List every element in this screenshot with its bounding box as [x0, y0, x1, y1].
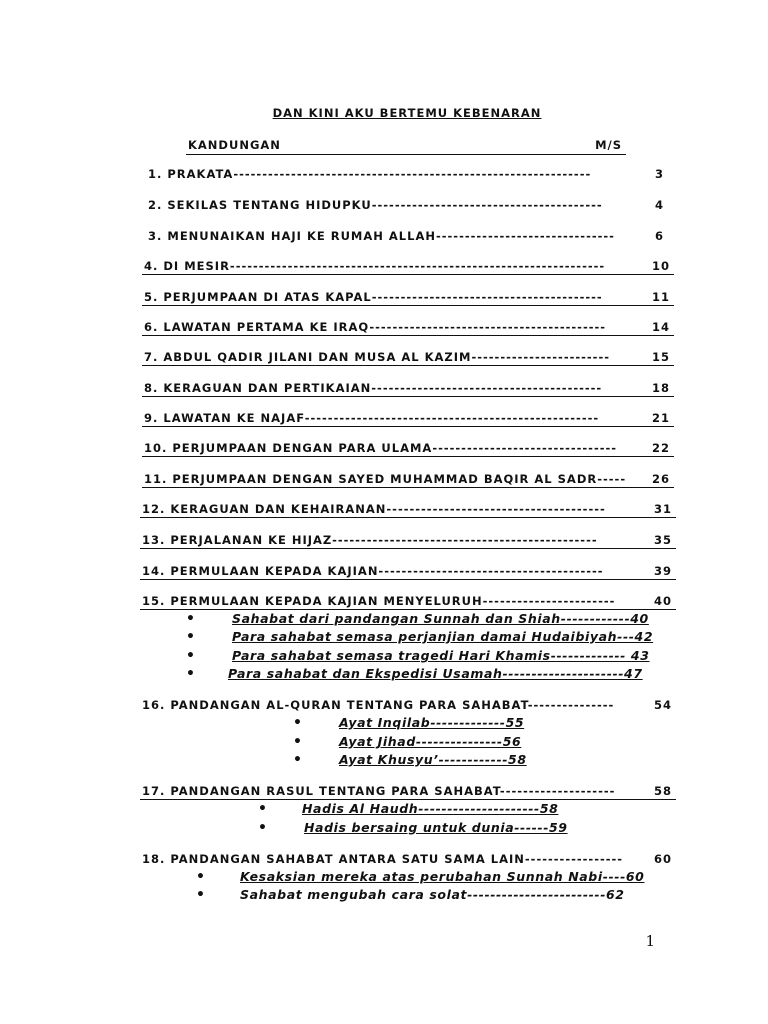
toc-entry	[146, 229, 668, 245]
toc-subentry-text: Ayat Khusyu’------------58	[339, 752, 527, 767]
toc-subentry-text: Para sahabat dan Ekspedisi Usamah---------------------47	[228, 666, 643, 681]
toc-entry-page: 40	[653, 594, 672, 608]
bullet-icon: •	[293, 715, 303, 731]
toc-entry-label: 18. PANDANGAN SAHABAT ANTARA SATU SAMA LAIN-----------------	[142, 852, 624, 866]
toc-entry-page: 58	[653, 784, 672, 798]
toc-entry	[146, 198, 668, 214]
toc-entry-underline	[142, 396, 674, 397]
toc-entry-underline	[142, 487, 674, 488]
toc-subentry	[186, 611, 649, 627]
toc-subentry	[258, 801, 578, 817]
toc-entry-page: 39	[653, 564, 672, 578]
toc-entry-page: 26	[651, 472, 670, 486]
toc-entry	[142, 441, 674, 457]
bullet-icon: •	[196, 869, 206, 885]
toc-entry-page: 10	[651, 259, 670, 273]
toc-entry-label: 4. DI MESIR-----------------------------------------------------------------	[144, 259, 606, 273]
toc-entry-label: 16. PANDANGAN AL-QURAN TENTANG PARA SAHABAT---------------	[142, 698, 615, 712]
toc-entry	[142, 381, 674, 397]
toc-subentry-text: Para sahabat semasa perjanjian damai Hudaibiyah---42	[232, 629, 654, 644]
toc-subentry-text: Sahabat dari pandangan Sunnah dan Shiah------------40	[232, 611, 649, 626]
toc-entry-label: 17. PANDANGAN RASUL TENTANG PARA SAHABAT--------------------	[142, 784, 616, 798]
toc-entry-label: 11. PERJUMPAAN DENGAN SAYED MUHAMMAD BAQIR AL SADR-----	[144, 472, 627, 486]
toc-subentry-text: Hadis bersaing untuk dunia------59	[304, 820, 568, 835]
toc-entry	[142, 350, 674, 366]
toc-entry-page: 22	[651, 441, 670, 455]
toc-entry-label: 7. ABDUL QADIR JILANI DAN MUSA AL KAZIM------------------------	[144, 350, 611, 364]
toc-subentry	[196, 887, 636, 903]
toc-entry	[142, 290, 674, 306]
toc-entry-label: 3. MENUNAIKAN HAJI KE RUMAH ALLAH-------------------------------	[148, 229, 615, 243]
toc-entry-page: 31	[653, 502, 672, 516]
toc-subentry-text: Ayat Jihad---------------56	[339, 734, 522, 749]
toc-entry-label: 14. PERMULAAN KEPADA KAJIAN---------------------------------------	[142, 564, 604, 578]
bullet-icon: •	[186, 611, 196, 627]
bullet-icon: •	[186, 629, 196, 645]
bullet-icon: •	[196, 887, 206, 903]
toc-entry	[140, 784, 676, 800]
toc-entry-label: 13. PERJALANAN KE HIJAZ----------------------------------------------	[142, 533, 598, 547]
toc-entry-page: 15	[651, 350, 670, 364]
page-number: 1	[645, 932, 655, 950]
toc-entry-page: 21	[651, 411, 670, 425]
document-title: DAN KINI AKU BERTEMU KEBENARAN	[272, 106, 542, 120]
toc-entry-label: 15. PERMULAAN KEPADA KAJIAN MENYELURUH-----------------------	[142, 594, 616, 608]
toc-entry-page: 54	[653, 698, 672, 712]
toc-subentry-text: Para sahabat semasa tragedi Hari Khamis------------- 43	[232, 648, 650, 663]
toc-entry-label: 1. PRAKATA--------------------------------------------------------------	[148, 167, 592, 181]
toc-entry-label: 9. LAWATAN KE NAJAF---------------------------------------------------	[144, 411, 600, 425]
toc-entry-underline	[140, 609, 676, 610]
toc-entry-label: 6. LAWATAN PERTAMA KE IRAQ-----------------------------------------	[144, 320, 607, 334]
toc-entry	[146, 167, 668, 183]
toc-entry	[142, 320, 674, 336]
toc-entry-underline	[140, 517, 676, 518]
toc-entry	[140, 852, 676, 868]
bullet-icon: •	[186, 648, 196, 664]
toc-entry	[140, 564, 676, 580]
toc-entry	[142, 411, 674, 427]
toc-entry-underline	[142, 426, 674, 427]
bullet-icon: •	[293, 734, 303, 750]
toc-subentry	[186, 648, 650, 664]
bullet-icon: •	[186, 666, 196, 682]
toc-entry-label: 2. SEKILAS TENTANG HIDUPKU----------------------------------------	[148, 198, 603, 212]
toc-entry-page: 14	[651, 320, 670, 334]
toc-entry-page: 4	[654, 198, 664, 212]
toc-entry-page: 11	[651, 290, 670, 304]
toc-entry-underline	[142, 305, 674, 306]
toc-entry-label: 5. PERJUMPAAN DI ATAS KAPAL----------------------------------------	[144, 290, 603, 304]
toc-entry-page: 60	[653, 852, 672, 866]
toc-header-kandungan: KANDUNGAN	[188, 138, 281, 152]
toc-entry-page: 18	[651, 381, 670, 395]
toc-entry-label: 8. KERAGUAN DAN PERTIKAIAN----------------------------------------	[144, 381, 603, 395]
toc-entry-underline	[142, 335, 674, 336]
toc-entry	[140, 533, 676, 549]
toc-header-ms: M/S	[595, 138, 622, 152]
toc-entry	[142, 259, 674, 275]
toc-entry-underline	[142, 365, 674, 366]
toc-entry	[140, 502, 676, 518]
toc-entry-page: 3	[654, 167, 664, 181]
toc-subentry	[186, 629, 654, 645]
toc-subentry	[293, 715, 533, 731]
toc-subentry	[258, 820, 578, 836]
toc-subentry	[293, 734, 533, 750]
toc-entry-page: 6	[654, 229, 664, 243]
toc-entry-label: 10. PERJUMPAAN DENGAN PARA ULAMA--------------------------------	[144, 441, 618, 455]
toc-entry-underline	[140, 579, 676, 580]
toc-entry	[140, 698, 676, 714]
toc-subentry-text: Kesaksian mereka atas perubahan Sunnah Nabi----60	[240, 869, 645, 884]
toc-entry-underline	[142, 456, 674, 457]
toc-entry	[142, 472, 674, 488]
toc-entry-underline	[140, 799, 676, 800]
toc-header	[186, 138, 626, 155]
toc-entry-page: 35	[653, 533, 672, 547]
toc-subentry	[293, 752, 533, 768]
toc-subentry-text: Hadis Al Haudh---------------------58	[302, 801, 559, 816]
toc-entry	[140, 594, 676, 610]
bullet-icon: •	[258, 820, 268, 836]
toc-subentry	[196, 869, 645, 885]
toc-entry-label: 12. KERAGUAN DAN KEHAIRANAN--------------------------------------	[142, 502, 606, 516]
toc-subentry	[186, 666, 646, 682]
bullet-icon: •	[293, 752, 303, 768]
toc-entry-underline	[142, 274, 674, 275]
toc-subentry-text: Ayat Inqilab-------------55	[339, 715, 525, 730]
bullet-icon: •	[258, 801, 268, 817]
toc-subentry-text: Sahabat mengubah cara solat------------------------62	[240, 887, 625, 902]
toc-entry-underline	[140, 548, 676, 549]
